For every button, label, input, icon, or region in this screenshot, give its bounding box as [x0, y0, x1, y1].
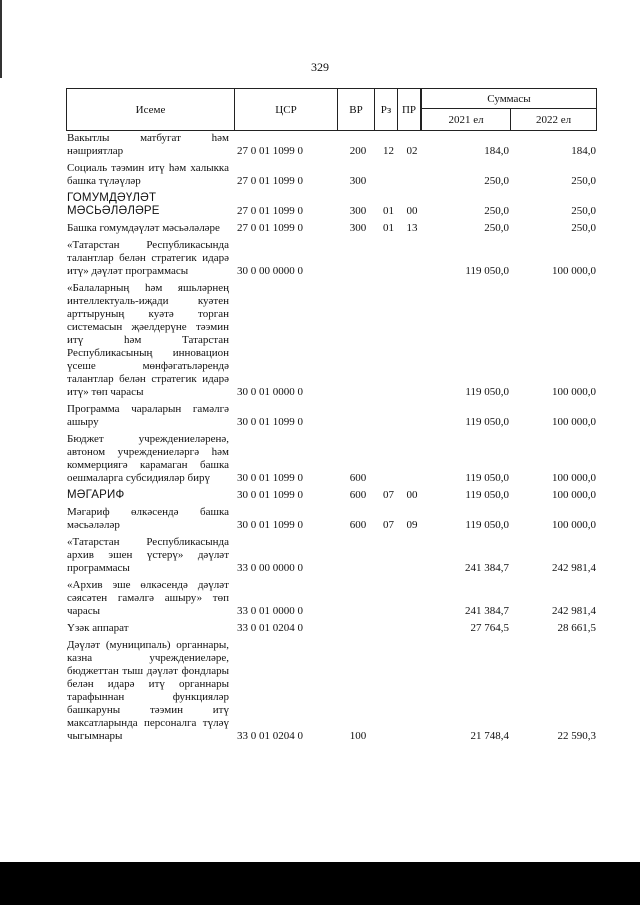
- row-name: Программа чараларын гамәлгә ашыру: [67, 403, 229, 428]
- table-row: [67, 239, 596, 278]
- table-row: [67, 639, 596, 743]
- row-vr: 300: [349, 205, 367, 217]
- row-sum-2021: 119 050,0: [465, 472, 509, 484]
- table-row: [67, 622, 596, 635]
- row-vr: 200: [349, 145, 367, 157]
- table-body: [67, 132, 596, 747]
- row-pr: 00: [406, 205, 418, 217]
- row-name: Мәгариф өлкәсендә башка мәсьәләләр: [67, 506, 229, 531]
- row-csr: 33 0 01 0204 0: [237, 622, 303, 634]
- row-csr: 27 0 01 1099 0: [237, 175, 303, 187]
- table-row: [67, 222, 596, 235]
- row-name: Бюджет учреждениеләренә, автоном учреждениеләргә һәм коммерциягә карамаган башка оешмаларга субсидияләр бирү: [67, 433, 229, 484]
- row-sum-2022: 250,0: [571, 175, 596, 187]
- row-sum-2021: 119 050,0: [465, 519, 509, 531]
- row-name: [67, 489, 229, 502]
- row-sum-2022: 250,0: [571, 205, 596, 217]
- table-row: [67, 403, 596, 429]
- row-name: Дәүләт (муниципаль) органнары, казна учреждениеләре, бюджеттан тыш дәүләт фондлары белән идарә итү органнары тарафыннан функцияләр башкаруны тәэмин итү максатларында персоналга түләү чыгымнары: [67, 639, 229, 742]
- row-vr: 300: [349, 222, 367, 234]
- header-year-2021: 2021 ел: [421, 109, 511, 130]
- table-row: [67, 192, 596, 218]
- table-row: [67, 579, 596, 618]
- row-pr: 00: [406, 489, 418, 501]
- scan-bottom-edge: [0, 862, 640, 905]
- row-sum-2022: 100 000,0: [552, 386, 596, 398]
- row-sum-2022: 100 000,0: [552, 416, 596, 428]
- table-row: [67, 536, 596, 575]
- table-row: [67, 282, 596, 399]
- row-vr: 600: [349, 472, 367, 484]
- row-sum-2022: 100 000,0: [552, 489, 596, 501]
- header-rz: Рз: [375, 89, 398, 130]
- row-pr: 13: [406, 222, 418, 234]
- row-sum-2021: 119 050,0: [465, 416, 509, 428]
- row-sum-2022: 28 661,5: [557, 622, 596, 634]
- row-sum-2021: 27 764,5: [470, 622, 509, 634]
- row-rz: 01: [383, 205, 394, 217]
- row-csr: 33 0 00 0000 0: [237, 562, 303, 574]
- row-name: «Балаларның һәм яшьләрнең интеллектуаль-иҗади куәтен арттыруның куәтә торган системасын җәелдерүне тәэмин итү һәм Татарстан Республикасының инновацион үсеше мөнфәгатьләрендә талантлар белән стратегик идарә итү» төп чарасы: [67, 282, 229, 398]
- row-csr: 27 0 01 1099 0: [237, 205, 303, 217]
- table-row: [67, 489, 596, 502]
- section-title: ГОМУМДӘҮЛӘТ МӘСЬӘЛӘЛӘРЕ: [67, 192, 160, 217]
- row-csr: 30 0 01 1099 0: [237, 416, 303, 428]
- row-sum-2022: 242 981,4: [552, 562, 596, 574]
- row-sum-2022: 184,0: [571, 145, 596, 157]
- row-sum-2021: 241 384,7: [465, 605, 509, 617]
- row-csr: 30 0 01 1099 0: [237, 472, 303, 484]
- row-rz: 07: [383, 519, 394, 531]
- page-number: 329: [311, 60, 329, 74]
- row-sum-2021: 250,0: [484, 175, 509, 187]
- row-rz: 01: [383, 222, 394, 234]
- row-name: Башка гомумдәүләт мәсьәләләре: [67, 222, 220, 234]
- row-vr: 600: [349, 489, 367, 501]
- row-name: Үзәк аппарат: [67, 622, 129, 634]
- row-sum-2021: 119 050,0: [465, 265, 509, 277]
- row-sum-2021: 119 050,0: [465, 386, 509, 398]
- row-sum-2022: 100 000,0: [552, 265, 596, 277]
- row-name: Социаль тәэмин итү һәм халыкка башка түләүләр: [67, 162, 229, 187]
- row-name: [67, 192, 229, 218]
- row-csr: 30 0 01 0000 0: [237, 386, 303, 398]
- row-name: Вакытлы матбугат һәм нәшриятлар: [67, 132, 229, 157]
- section-title: МӘГАРИФ: [67, 489, 125, 501]
- row-sum-2022: 22 590,3: [557, 730, 596, 742]
- header-pr: ПР: [398, 89, 421, 130]
- header-csr: ЦСР: [235, 89, 338, 130]
- row-name: «Татарстан Республикасында талантлар белән стратегик идарә итү» дәүләт программасы: [67, 239, 229, 277]
- row-name: «Татарстан Республикасында архив эшен үстерү» дәүләт программасы: [67, 536, 229, 574]
- row-pr: 09: [406, 519, 418, 531]
- row-csr: 30 0 01 1099 0: [237, 489, 303, 501]
- header-year-2022: 2022 ел: [535, 113, 572, 126]
- row-vr: 300: [349, 175, 367, 187]
- row-pr: 02: [406, 145, 418, 157]
- row-sum-2021: 119 050,0: [465, 489, 509, 501]
- row-vr: 600: [349, 519, 367, 531]
- header-sums: Суммасы: [421, 89, 596, 109]
- scan-edge-mark: [0, 0, 2, 78]
- row-csr: 30 0 01 1099 0: [237, 519, 303, 531]
- row-sum-2021: 21 748,4: [470, 730, 509, 742]
- table-row: [67, 433, 596, 485]
- row-vr: 100: [349, 730, 367, 742]
- row-csr: 27 0 01 1099 0: [237, 222, 303, 234]
- table-row: [67, 162, 596, 188]
- row-rz: 07: [383, 489, 394, 501]
- row-sum-2022: 100 000,0: [552, 519, 596, 531]
- row-rz: 12: [383, 145, 394, 157]
- row-sum-2022: 242 981,4: [552, 605, 596, 617]
- row-csr: 30 0 00 0000 0: [237, 265, 303, 277]
- table-header: [66, 88, 597, 131]
- row-name: «Архив эше өлкәсендә дәүләт сәясәтен гамәлгә ашыру» төп чарасы: [67, 579, 229, 617]
- table-row: [67, 506, 596, 532]
- row-sum-2022: 250,0: [571, 222, 596, 234]
- row-csr: 33 0 01 0000 0: [237, 605, 303, 617]
- header-vr: ВР: [338, 89, 375, 130]
- row-sum-2022: 100 000,0: [552, 472, 596, 484]
- header-name: Исеме: [67, 89, 235, 130]
- row-sum-2021: 241 384,7: [465, 562, 509, 574]
- row-sum-2021: 184,0: [484, 145, 509, 157]
- row-csr: 27 0 01 1099 0: [237, 145, 303, 157]
- row-sum-2021: 250,0: [484, 222, 509, 234]
- row-csr: 33 0 01 0204 0: [237, 730, 303, 742]
- row-sum-2021: 250,0: [484, 205, 509, 217]
- table-row: [67, 132, 596, 158]
